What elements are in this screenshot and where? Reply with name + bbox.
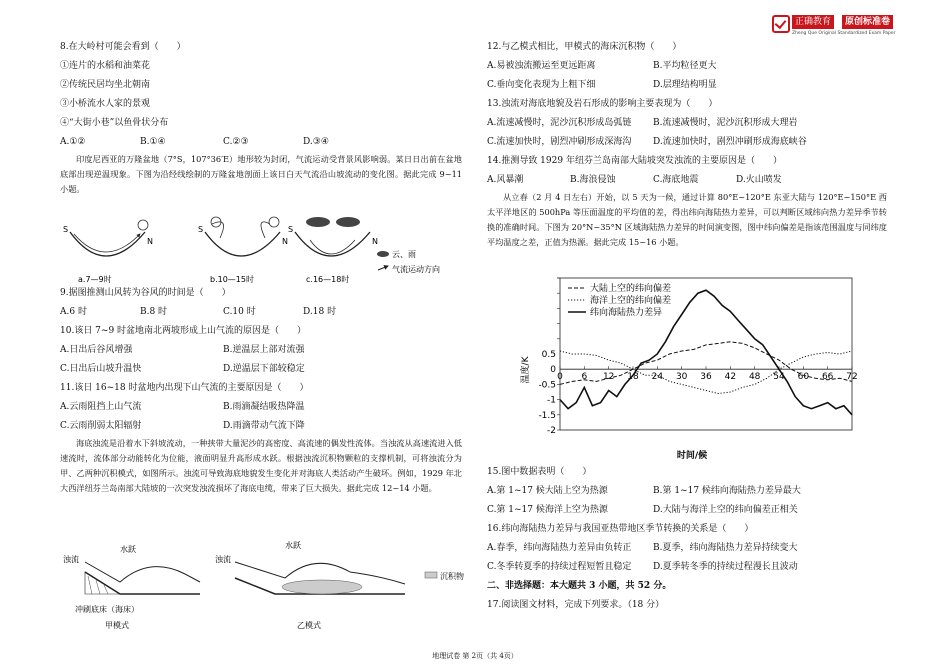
label-n-b: N [282,237,288,246]
x-tick-label: 54 [773,372,785,383]
q9-choice-b: B.8 时 [140,307,168,317]
caption-c: c.16—18时 [306,275,350,284]
q10-choice-d: D.逆温层下部较稳定 [223,364,305,374]
x-tick-label: 66 [821,372,834,383]
checkmark-icon [772,15,790,33]
q15-choice-d: D.大陆与海洋上空的纬向偏差正相关 [653,505,798,515]
q8-option-1: ①连片的水稻和油菜花 [60,61,151,71]
heat-difference-chart [522,270,862,462]
y-tick-label: -1 [547,395,556,406]
valley-wind-figure [60,210,460,284]
chart-legend [568,282,671,318]
x-tick-label: 36 [700,372,712,383]
question-8: 8.在大岭村可能会看到（ ） [60,42,186,52]
caption-mode-a: 甲模式 [105,621,129,630]
sun-icon [269,217,279,227]
label-turbidity-a: 浊流 [63,555,79,564]
cloud-icon [336,217,360,227]
x-tick-label: 24 [651,372,664,383]
y-tick-label: -1.5 [538,410,556,421]
q12-choice-c: C.垂向变化表现为上粗下细 [487,80,596,90]
chart-xlabel: 时间/候 [676,451,708,461]
logo-subtitle: Zheng Que Original Standardized Exam Paper [792,31,896,36]
q13-choice-b: B.流速减慢时，泥沙沉积形成大理岩 [653,118,798,128]
legend-cloud-icon [377,251,389,257]
q15-choice-a: A.第 1~17 候大陆上空为热源 [487,486,608,496]
question-9: 9.据图推测山风转为谷风的时间是（ ） [60,288,231,298]
q14-choice-d: D.火山喷发 [736,175,782,185]
legend-arrow-label: 气流运动方向 [392,265,440,274]
q8-option-4: ④“大街小巷”以鱼骨状分布 [60,118,169,128]
question-11: 11.该日 16~18 时盆地内出现下山气流的主要原因是（ ） [60,383,309,393]
x-tick-label: 60 [797,372,810,383]
x-tick-label: 0 [557,372,563,383]
turbidity-mode-figure [60,532,464,638]
label-jump-a: 水跃 [120,545,136,554]
q13-choice-d: D.流速加快时，剧烈冲刷形成海底峡谷 [653,137,807,147]
legend-sediment-label: 沉积物 [440,572,464,581]
q14-choice-b: B.海浪侵蚀 [570,175,616,185]
question-12: 12.与乙模式相比，甲模式的海床沉积物（ ） [487,42,682,52]
caption-mode-b: 乙模式 [297,621,321,630]
q9-choice-a: A.6 时 [60,307,87,317]
q10-choice-a: A.日出后谷风增强 [60,345,133,355]
mode-a-diagram [85,562,200,594]
page-footer: 地理试卷 第 2页（共 4页） [432,652,518,660]
q8-option-2: ②传统民居均坐北朝南 [60,80,151,90]
label-n-c: N [372,237,378,246]
legend-label-2: 海洋上空的纬向偏差 [590,296,672,306]
q9-choice-c: C.10 时 [223,307,256,317]
q13-choice-c: C.流速加快时，剧烈冲刷形成深海沟 [487,137,632,147]
sediment-legend-swatch [425,572,437,578]
q10-choice-c: C.日出后山坡升温快 [60,364,142,374]
intro-paragraph-9-11: 印度尼西亚的万隆盆地（7°S，107°36′E）地形较为封闭，气流运动受背景风影响弱。某日日出前在盆地底部出现逆温现象。下图为沿经线绘制的万隆盆地剖面上该日白天气流沿山坡流动的变化图。据此完成 9~11 小题。 [60,154,462,194]
x-tick-label: 18 [627,372,639,383]
label-n-a: N [147,237,153,246]
legend-cloud-label: 云、雨 [392,250,416,259]
label-turbidity-b: 浊流 [215,555,231,564]
q11-choice-b: B.雨滴凝结吸热降温 [223,402,305,412]
x-tick-label: 48 [748,372,761,383]
q16-choice-b: B.夏季，纬向海陆热力差异持续变大 [653,543,798,553]
label-jump-b: 水跃 [285,541,301,550]
chart-axes [538,278,857,436]
y-tick-label: 0.5 [541,350,556,360]
caption-a: a.7—9时 [78,275,112,284]
legend-label-3: 纬向海陆热力差异 [590,308,663,318]
logo-tag-text: 原创标准卷 [842,15,893,29]
q16-choice-d: D.夏季转冬季的持续过程漫长且波动 [653,562,798,572]
q8-choice-c: C.②③ [223,137,249,147]
legend-arrow-icon [378,266,388,270]
y-tick-label: -0.5 [538,380,556,391]
q14-choice-a: A.风暴潮 [487,175,524,185]
q16-choice-c: C.冬季转夏季的持续过程短暂且稳定 [487,562,632,572]
q10-choice-b: B.逆温层上部对流强 [223,345,305,355]
publisher-logo [772,15,902,41]
label-s-a: S [63,225,69,234]
cloud-icon [306,217,330,227]
question-17: 17.阅读图文材料，完成下列要求。（18 分） [487,600,665,610]
question-13: 13.浊流对海底地貌及岩石形成的影响主要表现为（ ） [487,99,718,109]
logo-main-text: 正确教育 [792,15,834,29]
q8-choice-b: B.①④ [140,137,166,147]
label-s-c: S [288,225,294,234]
x-tick-label: 42 [724,372,737,383]
q8-choice-d: D.③④ [303,137,329,147]
q12-choice-a: A.易被浊流搬运至更远距离 [487,61,596,71]
x-tick-label: 30 [675,372,688,383]
q9-choice-d: D.18 时 [303,307,337,317]
intro-paragraph-15-16: 从立春（2 月 4 日左右）开始，以 5 天为一候，通过计算 80°E~120°E 东亚大陆与 120°E~150°E 西太平洋地区的 500hPa 等压面温度的平均值的差，得出纬向海陆热力差异，可以判断区域纬向热力差异季节转换的准确时间。下图为 20°N~35°N 区域海陆热力差异的时间演变图，图中纬向偏差是指该范围温度与同纬度平均温度之差，正值为热源。据此完成 15~16 小题。 [487,192,887,247]
x-tick-label: 6 [581,372,588,383]
q12-choice-b: B.平均粒径更大 [653,61,717,71]
section-2-heading: 二、非选择题：本大题共 3 小题，共 52 分。 [487,581,672,591]
label-s-b: S [198,225,204,234]
q11-choice-d: D.雨滴带动气流下降 [223,421,305,431]
q8-choice-a: A.①② [60,137,86,147]
question-15: 15.图中数据表明（ ） [487,467,592,477]
label-bed: 冲刷底床（海床） [75,605,139,614]
panel-a [70,220,148,256]
q12-choice-d: D.层理结构明显 [653,80,717,90]
sun-icon [138,220,148,230]
x-tick-label: 72 [846,372,858,383]
x-tick-label: 12 [602,372,615,383]
question-16: 16.纬向海陆热力差异与我国亚热带地区季节转换的关系是（ ） [487,524,754,534]
mode-b-diagram [235,562,405,594]
q16-choice-a: A.春季，纬向海陆热力差异由负转正 [487,543,632,553]
q11-choice-a: A.云雨阻挡上山气流 [60,402,142,412]
intro-paragraph-12-14: 海底浊流是沿着水下斜坡流动，一种挟带大量泥沙的高密度、高流速的偶发性流体。当浊流从高速流进入低速流时，流体部分动能转化为位能，液面明显升高形成水跃。根据浊流沉积物颗粒的支撑机制，可将浊流分为甲、乙两种沉积模式，如图所示。浊流可导致海底地貌发生变化并对海底人类活动产生破坏。例如，1929 年北大西洋纽芬兰岛南部大陆坡的一次突发浊流损坏了海底电缆，带来了巨大损失。据此完成 12~14 小题。 [60,438,462,493]
q8-option-3: ③小桥流水人家的景观 [60,99,151,109]
chart-ylabel: 温度/K [521,356,531,384]
y-tick-label: 0 [550,365,556,376]
question-10: 10.该日 7~9 时盆地南北两坡形成上山气流的原因是（ ） [60,326,307,336]
q14-choice-c: C.海底地震 [653,175,699,185]
caption-b: b.10—15时 [210,275,254,284]
panel-b [205,217,280,256]
question-14: 14.推测导致 1929 年纽芬兰岛南部大陆坡突发浊流的主要原因是（ ） [487,156,782,166]
y-tick-label: -2 [547,426,556,436]
q13-choice-a: A.流速减慢时，泥沙沉积形成岛弧链 [487,118,632,128]
q15-choice-b: B.第 1~17 候纬向海陆热力差异最大 [653,486,801,496]
q11-choice-c: C.云雨削弱太阳辐射 [60,421,142,431]
legend-label-1: 大陆上空的纬向偏差 [590,284,672,294]
q15-choice-c: C.第 1~17 候海洋上空为热源 [487,505,608,515]
